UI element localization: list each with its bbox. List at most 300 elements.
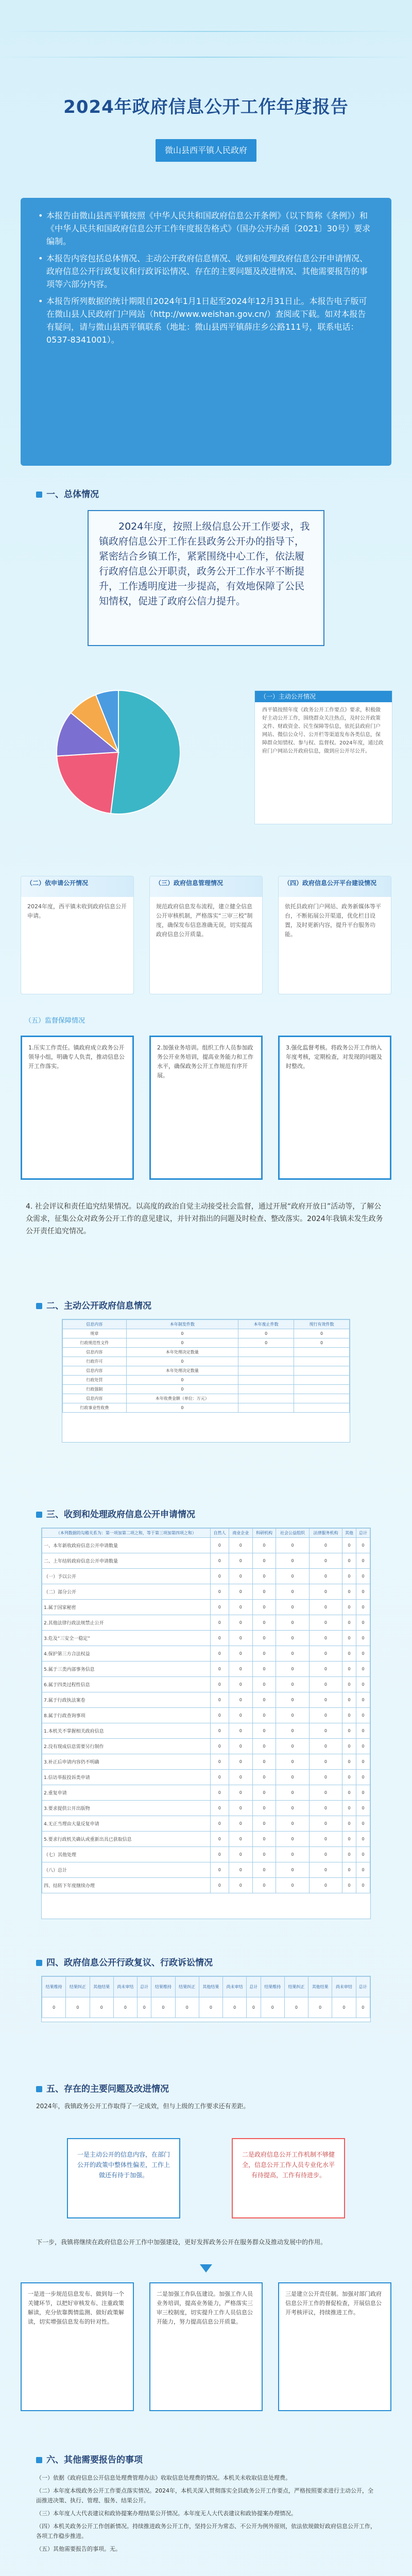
table-cell: 0 xyxy=(126,1357,238,1366)
table-row xyxy=(42,1816,370,1832)
table-row xyxy=(42,1538,370,1553)
table-cell: 其他 xyxy=(342,1529,356,1538)
table-cell: 本年处理决定数量 xyxy=(126,1366,238,1376)
table-cell: 0 xyxy=(229,1754,252,1770)
decor-line xyxy=(0,57,412,58)
table-cell: 0 xyxy=(210,1677,229,1692)
table-cell: 0 xyxy=(309,1692,342,1708)
table-cell: 0 xyxy=(309,1569,342,1584)
table-cell: 0 xyxy=(252,1785,276,1801)
table-cell: 0 xyxy=(342,1816,356,1832)
supervise-card: 1.压实工作责任。镇政府成立政务公开领导小组，明确专人负责，推动信息公开工作落实。 xyxy=(21,1036,134,1180)
table-cell: 0 xyxy=(276,1801,309,1816)
table-cell: 0 xyxy=(210,1862,229,1878)
table-cell: 0 xyxy=(252,1801,276,1816)
table-cell: 0 xyxy=(276,1739,309,1754)
table-cell: 0 xyxy=(356,1816,370,1832)
table-cell: 0 xyxy=(210,1832,229,1847)
table-cell: 0 xyxy=(66,1997,90,2018)
table-cell: 0 xyxy=(238,1329,294,1338)
table-row xyxy=(42,1878,370,1893)
application-table xyxy=(42,1528,370,1893)
table-cell xyxy=(294,1385,350,1394)
measure-card: 三是建立公开责任制。加强对部门政府信息公开工作的督促检查，开展信息公开考核评议，持续推进工作。 xyxy=(278,2282,391,2411)
intro-item: • 本报告所列数据的统计期限自2024年1月1日起至2024年12月31日止。本报告电子版可在微山县人民政府门户网站（http://www.weishan.gov.cn/）查阅或下载。如对本报告有疑问，请与微山县西平镇联系（地址：微山县西平镇薛庄乡公路111号，联系电话：0537-8341001）。 xyxy=(38,295,374,346)
table-cell xyxy=(238,1403,294,1413)
table-cell: 0 xyxy=(342,1600,356,1615)
table-cell: 0 xyxy=(252,1708,276,1723)
table-cell: 0 xyxy=(356,1662,370,1677)
info-card-title: （四）政府信息公开平台建设情况 xyxy=(279,876,391,897)
table-cell: 0 xyxy=(342,1801,356,1816)
info-card xyxy=(21,876,134,994)
table-cell: 0 xyxy=(294,1329,350,1338)
table-cell: 0 xyxy=(229,1770,252,1785)
section-title: 六、其他需要报告的事项 xyxy=(36,2452,143,2465)
table-cell: 法律服务机构 xyxy=(309,1529,342,1538)
side-box xyxy=(254,690,392,824)
table-cell: 0 xyxy=(252,1847,276,1862)
table-cell: 0 xyxy=(210,1631,229,1646)
table-cell: 现行有效件数 xyxy=(294,1320,350,1329)
table-cell: 商业企业 xyxy=(229,1529,252,1538)
table-cell: 0 xyxy=(276,1832,309,1847)
table-cell: 0 xyxy=(229,1646,252,1662)
pie-slice xyxy=(57,752,118,814)
table-row xyxy=(42,1631,370,1646)
table-cell: 0 xyxy=(342,1739,356,1754)
table-cell: 6.属于四类过程性信息 xyxy=(42,1677,211,1692)
table-cell: 0 xyxy=(356,1723,370,1739)
table-cell: 0 xyxy=(309,1754,342,1770)
table-cell: 0 xyxy=(309,1816,342,1832)
table-row xyxy=(63,1366,350,1376)
table-cell: 0 xyxy=(356,1631,370,1646)
table-cell: 0 xyxy=(229,1785,252,1801)
table-cell: 0 xyxy=(113,1997,137,2018)
review-table-wrap xyxy=(41,1976,371,2022)
table-row xyxy=(42,1862,370,1878)
table-cell: 0 xyxy=(342,1553,356,1569)
info-card xyxy=(149,876,263,994)
table-row xyxy=(42,1723,370,1739)
problems-intro: 2024年，我镇政务公开工作取得了一定成效，但与上级的工作要求还有差距。 xyxy=(36,2103,250,2110)
other-item: （二）本年度本级政务公开工作要点落实情况。2024年，本机关深入贯彻落实全县政务公开工作要点，严格按照要求进行主动公开，全面推进决策、执行、管理、服务、结果公开。 xyxy=(36,2487,373,2504)
table-cell: 0 xyxy=(356,1553,370,1569)
table-cell xyxy=(294,1394,350,1403)
table-cell: 0 xyxy=(229,1708,252,1723)
table-cell: 总计 xyxy=(356,1977,370,1997)
problem-card-1: 一是主动公开的信息内容，在部门公开的政策中整体性偏差，工作上做还有待于加强。 xyxy=(67,2138,180,2218)
table-cell: 0 xyxy=(342,1862,356,1878)
table-cell: 0 xyxy=(276,1584,309,1600)
pie-svg xyxy=(21,665,247,840)
table-cell: 0 xyxy=(223,1997,247,2018)
table-cell: 0 xyxy=(210,1878,229,1893)
table-cell: 0 xyxy=(252,1584,276,1600)
table-cell: 0 xyxy=(229,1801,252,1816)
table-cell: 0 xyxy=(126,1329,238,1338)
table-cell: 0 xyxy=(309,1847,342,1862)
table-cell xyxy=(294,1357,350,1366)
table-cell: 0 xyxy=(210,1770,229,1785)
table-cell: 行政事业性收费 xyxy=(63,1403,127,1413)
pie-slice xyxy=(111,690,180,814)
table-cell: 2.没有现成信息需要另行制作 xyxy=(42,1739,211,1754)
table-cell: 0 xyxy=(276,1692,309,1708)
table-cell: 0 xyxy=(229,1553,252,1569)
table-cell: 5.属于三类内部事务信息 xyxy=(42,1662,211,1677)
table-cell: 0 xyxy=(356,1646,370,1662)
table-cell: 0 xyxy=(332,1997,356,2018)
table-cell: 0 xyxy=(309,1662,342,1677)
table-cell: 0 xyxy=(342,1569,356,1584)
pie-chart xyxy=(21,665,247,840)
table-cell: 0 xyxy=(252,1770,276,1785)
table-cell: 科研机构 xyxy=(252,1529,276,1538)
table-cell: 0 xyxy=(229,1832,252,1847)
page-subtitle: 微山县西平镇人民政府 xyxy=(156,139,256,162)
table-cell: 0 xyxy=(276,1662,309,1677)
table-cell: 行政强制 xyxy=(63,1385,127,1394)
other-item: （四）本机关政务公开工作创新情况。持续推进政务公开工作，坚持公开为常态、不公开为例外原则，依法依规做好政府信息公开工作，各项工作稳步推进。 xyxy=(36,2523,376,2539)
section-title: 二、主动公开政府信息情况 xyxy=(36,1298,151,1311)
other-list xyxy=(36,2473,376,2557)
table-cell xyxy=(294,1366,350,1376)
other-item: （五）其他需要报告的事项。无。 xyxy=(36,2546,121,2552)
other-item: （三）本年度人大代表建议和政协提案办理结果公开情况。本年度无人大代表建议和政协提案办理情况。 xyxy=(36,2510,297,2517)
table-cell: 0 xyxy=(229,1677,252,1692)
table-cell: （七）其他处理 xyxy=(42,1847,211,1862)
table-cell: 0 xyxy=(276,1600,309,1615)
intro-item: • 本报告由微山县西平镇按照《中华人民共和国政府信息公开条例》（以下简称《条例》）和《中华人民共和国政府信息公开工作年度报告格式》（国办公开办函〔2021〕30号）要求编制。 xyxy=(38,209,374,248)
table-cell: 0 xyxy=(356,1847,370,1862)
table-row xyxy=(42,1600,370,1615)
table-cell: 0 xyxy=(356,1538,370,1553)
table-cell: 0 xyxy=(210,1785,229,1801)
table-cell: 3.危及“三安全一稳定” xyxy=(42,1631,211,1646)
table-cell: 4.保护第三方合法权益 xyxy=(42,1646,211,1662)
table-cell: 结果维持 xyxy=(261,1977,284,1997)
table-cell: 0 xyxy=(252,1739,276,1754)
table-cell: 0 xyxy=(252,1692,276,1708)
table-cell: 0 xyxy=(210,1569,229,1584)
table-cell: 0 xyxy=(342,1878,356,1893)
table-cell: 尚未审结 xyxy=(223,1977,247,1997)
table-cell: 结果纠正 xyxy=(284,1977,308,1997)
table-cell: 四、结转下年度继续办理 xyxy=(42,1878,211,1893)
table-cell: 0 xyxy=(252,1816,276,1832)
table-cell: 0 xyxy=(229,1862,252,1878)
table-cell: 0 xyxy=(309,1862,342,1878)
table-row xyxy=(42,1569,370,1584)
table-row xyxy=(63,1376,350,1385)
table-cell: 0 xyxy=(308,1997,332,2018)
table-cell: 0 xyxy=(252,1754,276,1770)
table-cell: 本年制发件数 xyxy=(126,1320,238,1329)
table-cell: 0 xyxy=(210,1584,229,1600)
table-cell: 0 xyxy=(309,1770,342,1785)
table-cell: 一、本年新收政府信息公开申请数量 xyxy=(42,1538,211,1553)
table-cell xyxy=(238,1348,294,1357)
table-cell xyxy=(294,1376,350,1385)
table-cell: 总计 xyxy=(138,1977,151,1997)
table-row xyxy=(63,1348,350,1357)
table-cell: 3.补正后申请内容仍不明确 xyxy=(42,1754,211,1770)
table-cell: 0 xyxy=(210,1754,229,1770)
table-cell: 2.重复申请 xyxy=(42,1785,211,1801)
table-cell: 信息内容 xyxy=(63,1394,127,1403)
table-cell: 0 xyxy=(342,1631,356,1646)
table-cell: 0 xyxy=(210,1553,229,1569)
table-cell: 0 xyxy=(276,1708,309,1723)
table-cell: 0 xyxy=(309,1646,342,1662)
table-cell: 0 xyxy=(342,1692,356,1708)
info-card xyxy=(278,876,391,994)
table-cell: 信息内容 xyxy=(63,1348,127,1357)
table-cell: 0 xyxy=(210,1692,229,1708)
table-cell: 0 xyxy=(175,1997,199,2018)
table-cell: 0 xyxy=(252,1631,276,1646)
table-cell: 8.属于行政查询事项 xyxy=(42,1708,211,1723)
table-cell: 0 xyxy=(210,1708,229,1723)
table-row xyxy=(63,1320,350,1329)
table-cell: 本年处理决定数量 xyxy=(126,1348,238,1357)
table-cell: 0 xyxy=(342,1832,356,1847)
table-cell: 0 xyxy=(309,1708,342,1723)
info-card-text: 2024年度，西平镇未收到政府信息公开申请。 xyxy=(27,903,127,919)
table-cell: 社会公益组织 xyxy=(276,1529,309,1538)
table-cell: 1.属于国家秘密 xyxy=(42,1600,211,1615)
page-title: 2024年政府信息公开工作年度报告 xyxy=(63,97,349,117)
table-cell: 0 xyxy=(342,1770,356,1785)
table-cell: 0 xyxy=(210,1816,229,1832)
table-row xyxy=(42,1692,370,1708)
table-cell: 信息内容 xyxy=(63,1366,127,1376)
table-cell: 0 xyxy=(356,1692,370,1708)
table-row xyxy=(42,1801,370,1816)
review-table xyxy=(42,1976,370,2018)
table-cell: 0 xyxy=(294,1338,350,1348)
table-cell: 0 xyxy=(229,1584,252,1600)
table-cell: 0 xyxy=(309,1832,342,1847)
table-cell: 0 xyxy=(210,1600,229,1615)
table-cell: 0 xyxy=(229,1569,252,1584)
table-cell: 0 xyxy=(276,1646,309,1662)
section-title: 四、政府信息公开行政复议、行政诉讼情况 xyxy=(36,1955,213,1968)
table-cell: 0 xyxy=(229,1847,252,1862)
table-cell: 0 xyxy=(356,1785,370,1801)
table-row xyxy=(42,1708,370,1723)
table-cell: 2.其他法律行政法规禁止公开 xyxy=(42,1615,211,1631)
table-cell: 0 xyxy=(210,1646,229,1662)
table-cell: 0 xyxy=(356,1584,370,1600)
side-box-title: （一）主动公开情况 xyxy=(255,691,392,702)
table-row xyxy=(63,1385,350,1394)
measure-card: 二是加强工作队伍建设。加强工作人员业务培训，提高业务能力，严格落实三审三校制度，切实提升工作人员信息公开能力，努力提高信息公开质量。 xyxy=(149,2282,263,2411)
other-item: （一）依据《政府信息公开信息处理费管理办法》收取信息处理费的情况。本机关未收取信息处理费。 xyxy=(36,2475,291,2481)
table-cell: 0 xyxy=(229,1692,252,1708)
table-cell xyxy=(238,1394,294,1403)
table-cell: 0 xyxy=(238,1338,294,1348)
table-cell: 0 xyxy=(276,1770,309,1785)
table-cell: 0 xyxy=(229,1878,252,1893)
table-cell: 0 xyxy=(252,1538,276,1553)
active-table xyxy=(62,1319,350,1443)
subsection-title: （五）监督保障情况 xyxy=(25,1017,85,1025)
table-cell: 4.无正当理由大量反复申请 xyxy=(42,1816,211,1832)
table-cell: 0 xyxy=(210,1723,229,1739)
table-cell: 0 xyxy=(42,1997,66,2018)
table-cell: 0 xyxy=(252,1600,276,1615)
measure-card: 一是进一步规范信息发布、做到每一个关键环节，以把好审核发布、注重政策解读，充分依靠舆情监测、做好政策解读，切实增强信息发布的针对性。 xyxy=(21,2282,134,2411)
table-cell: 0 xyxy=(309,1723,342,1739)
table-cell: 0 xyxy=(356,1801,370,1816)
table-cell: 0 xyxy=(229,1600,252,1615)
table-row xyxy=(63,1394,350,1403)
improve-intro: 下一步，我镇将继续在政府信息公开工作中加强建设，更好发挥政务公开在服务群众及推动发展中的作用。 xyxy=(36,2239,327,2246)
table-cell: 0 xyxy=(210,1662,229,1677)
table-cell: 0 xyxy=(356,1708,370,1723)
table-cell: 0 xyxy=(126,1338,238,1348)
table-cell: 0 xyxy=(276,1862,309,1878)
table-cell: 0 xyxy=(356,1832,370,1847)
table-cell: 0 xyxy=(342,1584,356,1600)
table-cell: 0 xyxy=(247,1997,261,2018)
table-row xyxy=(42,1832,370,1847)
table-cell: 3.要求提供公开出版物 xyxy=(42,1801,211,1816)
table-cell xyxy=(238,1357,294,1366)
table-row xyxy=(63,1329,350,1338)
table-cell: 0 xyxy=(126,1385,238,1394)
table-cell: 0 xyxy=(276,1569,309,1584)
table-cell: 0 xyxy=(126,1376,238,1385)
table-cell: 0 xyxy=(342,1538,356,1553)
table-row xyxy=(42,1529,370,1538)
table-cell: 0 xyxy=(229,1631,252,1646)
table-cell: 规章 xyxy=(63,1329,127,1338)
table-row xyxy=(42,1847,370,1862)
table-cell: 0 xyxy=(276,1553,309,1569)
table-cell: 0 xyxy=(276,1785,309,1801)
table-row xyxy=(63,1357,350,1366)
supervise-card: 3.强化监督考核。将政务公开工作纳入年度考核，定期检查，对发现的问题及时整改。 xyxy=(278,1036,391,1180)
table-cell: 总计 xyxy=(247,1977,261,1997)
section-title: 一、总体情况 xyxy=(36,487,99,500)
table-cell: 0 xyxy=(252,1878,276,1893)
table-cell: 0 xyxy=(356,1862,370,1878)
table-cell: 0 xyxy=(356,1997,370,2018)
table-cell: 0 xyxy=(210,1739,229,1754)
table-row xyxy=(42,1770,370,1785)
table-cell: 0 xyxy=(284,1997,308,2018)
table-cell: 0 xyxy=(229,1723,252,1739)
table-cell: 0 xyxy=(342,1662,356,1677)
table-cell: 0 xyxy=(276,1723,309,1739)
table-cell: 0 xyxy=(276,1538,309,1553)
table-cell: 0 xyxy=(342,1723,356,1739)
table-cell: 0 xyxy=(309,1538,342,1553)
table-cell: 0 xyxy=(252,1723,276,1739)
supervise-paragraph: 4. 社会评议和责任追究结果情况。以高度的政治自觉主动接受社会监督，通过开展“政府开放日”活动等，了解公众需求，征集公众对政务公开工作的意见建议，并针对指出的问题及时检查、整改落实。2024年我镇未发生政务公开责任追究情况。 xyxy=(26,1202,383,1235)
table-row xyxy=(42,1615,370,1631)
table-cell: 0 xyxy=(276,1847,309,1862)
table-cell: （一）予以公开 xyxy=(42,1569,211,1584)
info-card-text: 规范政府信息发布流程，建立健全信息公开审核机制，严格落实“三审三校”制度，确保发布信息准确无误，切实提高政府信息公开质量。 xyxy=(156,903,253,938)
table-cell: 0 xyxy=(252,1832,276,1847)
table-cell: 0 xyxy=(252,1862,276,1878)
table-cell: 0 xyxy=(229,1739,252,1754)
table-cell: 0 xyxy=(229,1816,252,1832)
table-row xyxy=(42,1739,370,1754)
intro-item: • 本报告内容包括总体情况、主动公开政府信息情况、收到和处理政府信息公开申请情况、政府信息公开行政复议和行政诉讼情况、存在的主要问题及改进情况、其他需要报告的事项等六部分内容。 xyxy=(38,252,374,291)
table-row xyxy=(42,1662,370,1677)
section-title: 三、收到和处理政府信息公开申请情况 xyxy=(36,1507,195,1520)
table-row xyxy=(42,1977,370,1997)
table-cell: 结果纠正 xyxy=(66,1977,90,1997)
table-cell: 0 xyxy=(356,1615,370,1631)
table-cell xyxy=(294,1348,350,1357)
table-cell: 0 xyxy=(252,1662,276,1677)
table-cell: 0 xyxy=(261,1997,284,2018)
supervise-card: 2.加强业务培训。组织工作人员参加政务公开业务培训，提高业务能力和工作水平，确保政务公开工作规范有序开展。 xyxy=(149,1036,263,1180)
table-cell: 0 xyxy=(342,1785,356,1801)
table-cell: 0 xyxy=(342,1847,356,1862)
table-row xyxy=(42,1997,370,2018)
table-cell: 自然人 xyxy=(210,1529,229,1538)
table-cell: 0 xyxy=(126,1403,238,1413)
table-cell: 其他结果 xyxy=(90,1977,113,1997)
table-cell xyxy=(238,1366,294,1376)
table-cell: 0 xyxy=(229,1538,252,1553)
table-cell: 0 xyxy=(342,1754,356,1770)
table-cell: 0 xyxy=(252,1569,276,1584)
table-cell: 尚未审结 xyxy=(113,1977,137,1997)
table-cell: 0 xyxy=(309,1553,342,1569)
section-title: 五、存在的主要问题及改进情况 xyxy=(36,2081,169,2094)
table-cell: 0 xyxy=(309,1878,342,1893)
table-cell: 本年废止件数 xyxy=(238,1320,294,1329)
table-cell: 0 xyxy=(210,1801,229,1816)
table-cell: 0 xyxy=(309,1785,342,1801)
table-row xyxy=(42,1584,370,1600)
table-cell: 0 xyxy=(356,1739,370,1754)
table-cell: 0 xyxy=(276,1615,309,1631)
table-cell xyxy=(238,1376,294,1385)
table-cell: 结果纠正 xyxy=(175,1977,199,1997)
table-cell: 0 xyxy=(229,1615,252,1631)
table-cell: 尚未审结 xyxy=(332,1977,356,1997)
table-cell: 0 xyxy=(138,1997,151,2018)
table-cell: 0 xyxy=(309,1801,342,1816)
info-card-text: 依托县政府门户网站、政务新媒体等平台，不断拓展公开渠道，优化栏目设置，及时更新内容，提升平台服务功能。 xyxy=(285,903,381,938)
table-cell: 0 xyxy=(356,1677,370,1692)
table-cell: 其他结果 xyxy=(308,1977,332,1997)
table-cell: 0 xyxy=(342,1646,356,1662)
table-row xyxy=(63,1338,350,1348)
problem-card-2: 二是政府信息公开工作机制不够健全，信息公开工作人员专业化水平有待提高，工作有待进步。 xyxy=(232,2138,345,2218)
table-cell: 0 xyxy=(356,1754,370,1770)
table-row xyxy=(42,1646,370,1662)
table-cell: 0 xyxy=(342,1677,356,1692)
table-row xyxy=(42,1785,370,1801)
side-box-text: 西平镇按照年度《政务公开工作要点》要求，积极做好主动公开工作，围绕群众关注热点，及时公开政策文件、财政资金、民生保障等信息，依托县政府门户网站、微信公众号、公开栏等渠道发布各类信息，保障群众知情权、参与权、监督权。2024年度，通过政府门户网站公开政府信息，做到应公开尽公开。 xyxy=(262,707,384,754)
table-cell: 0 xyxy=(252,1677,276,1692)
table-cell: 0 xyxy=(342,1615,356,1631)
table-cell: 0 xyxy=(210,1615,229,1631)
table-cell: 0 xyxy=(90,1997,113,2018)
table-cell: 本年收费金额（单位：万元） xyxy=(126,1394,238,1403)
